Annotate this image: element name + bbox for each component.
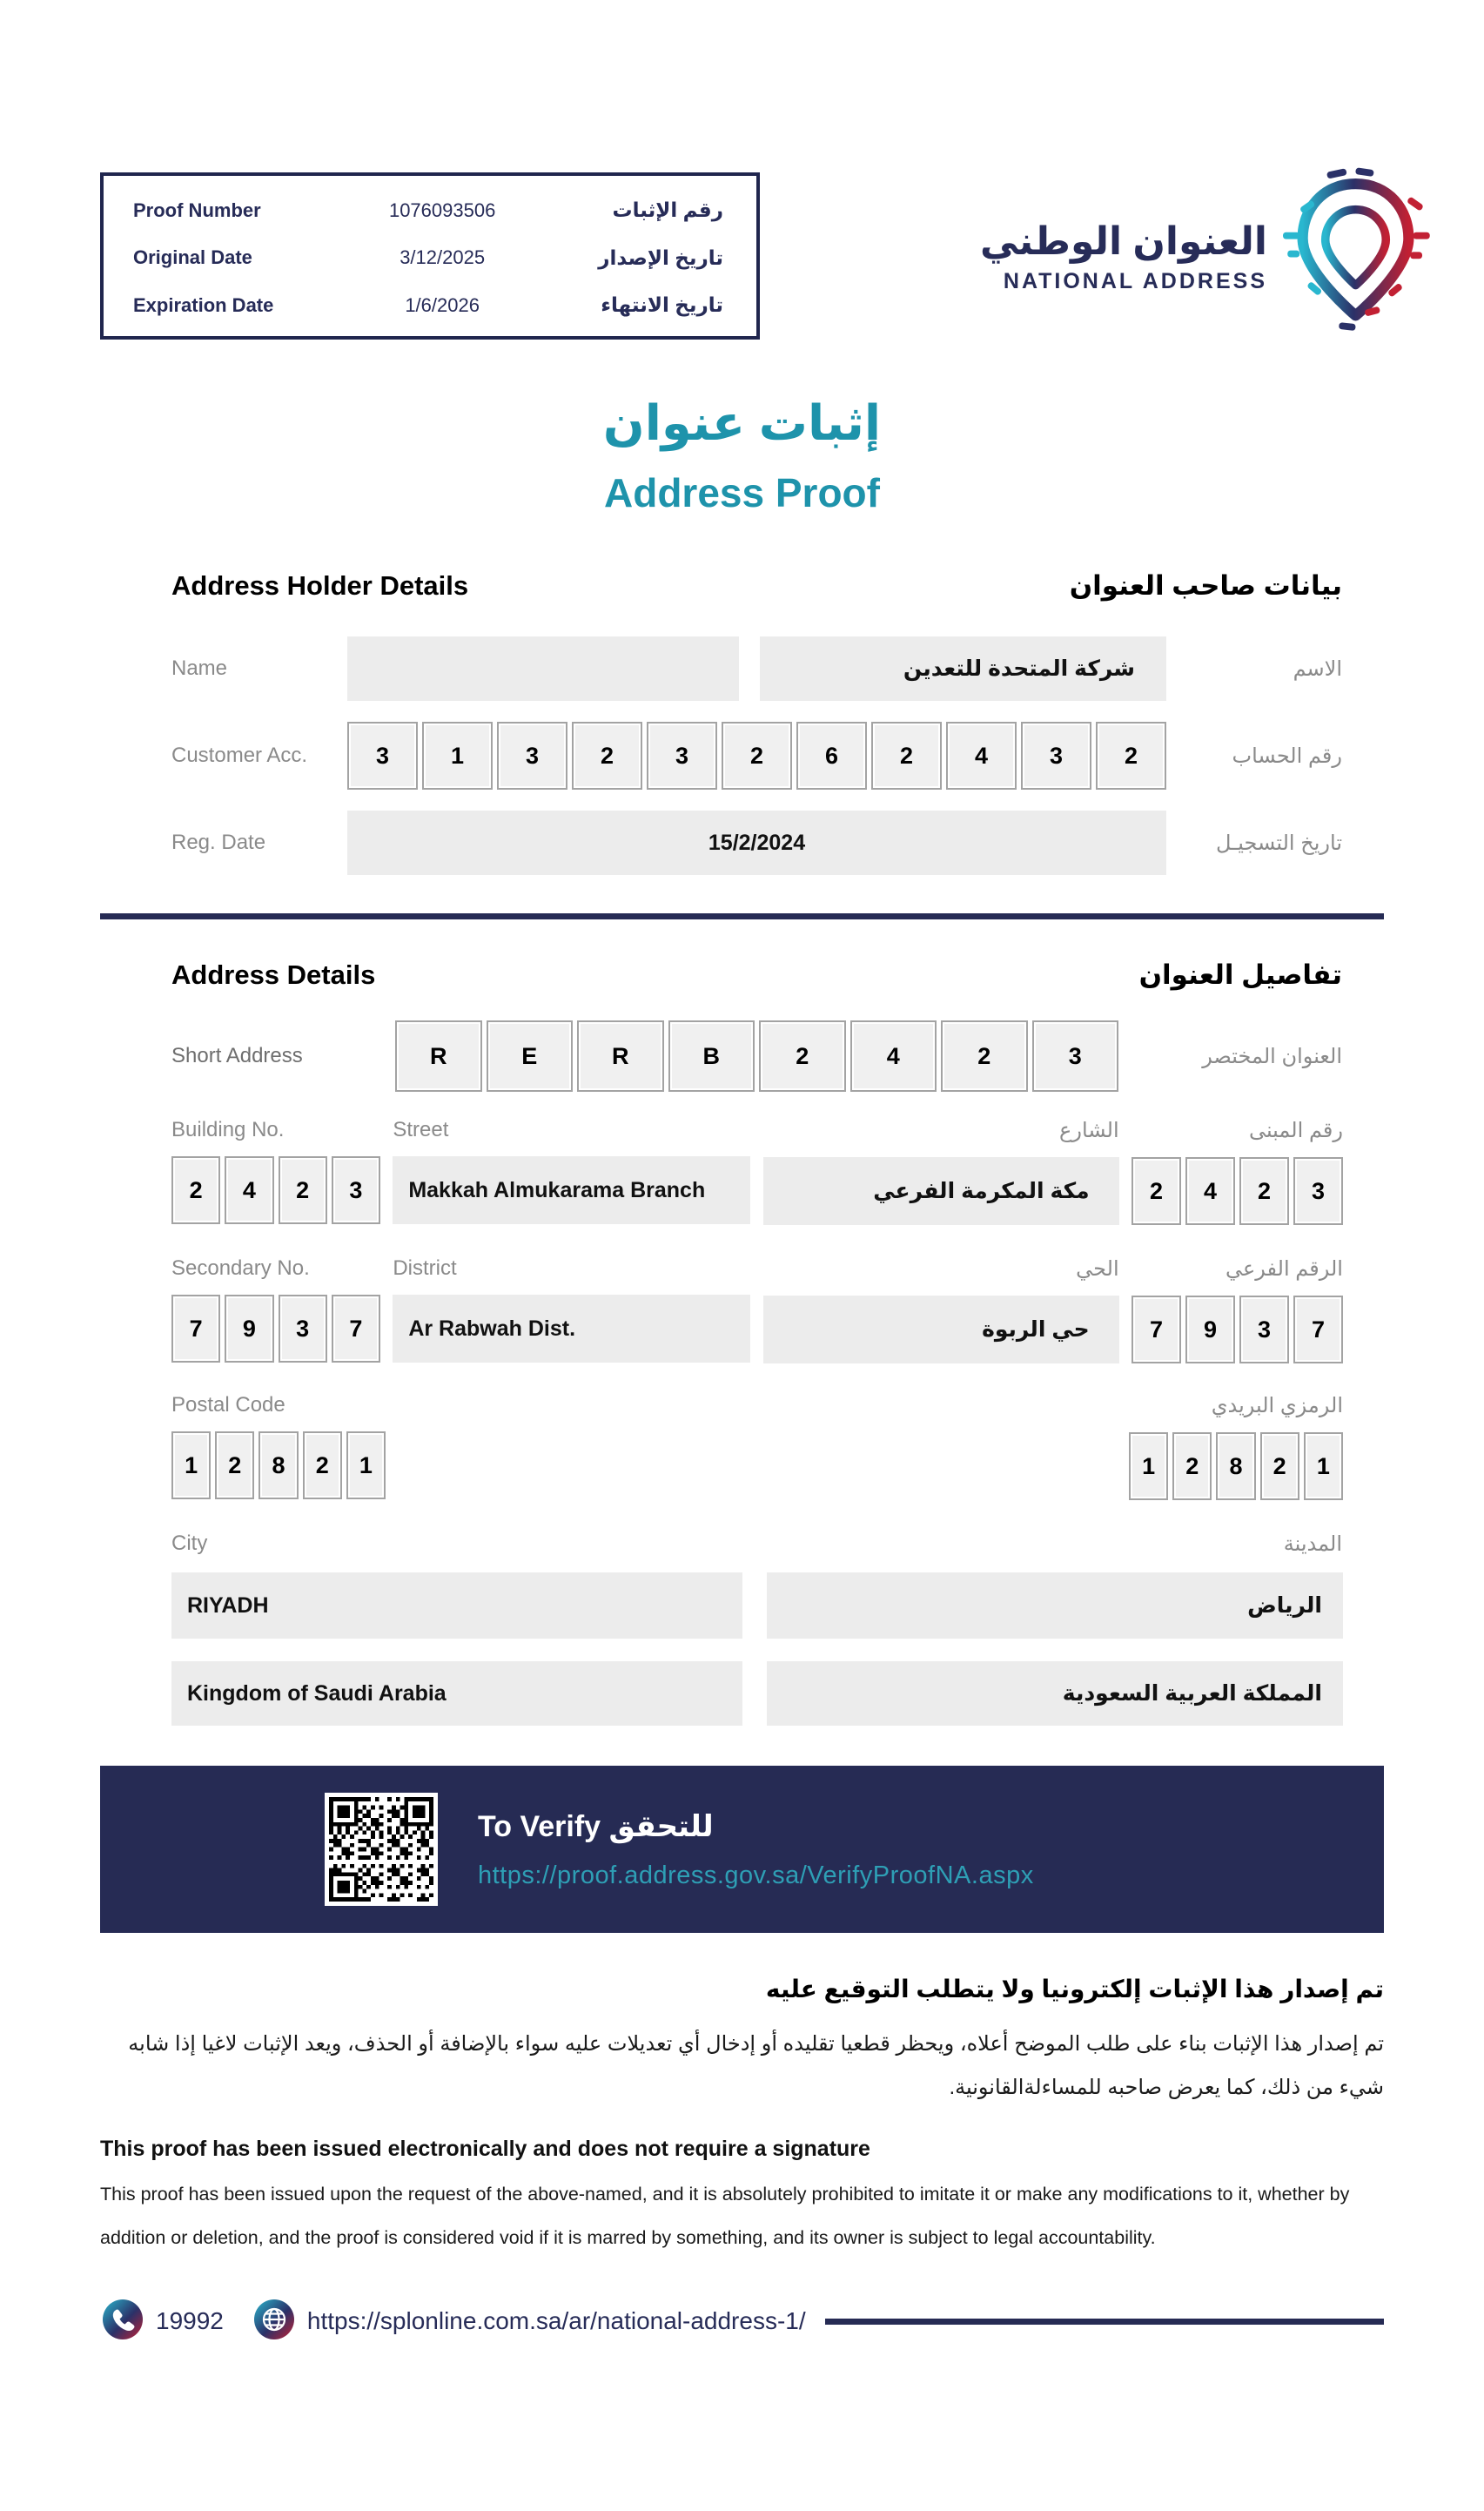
postal-code-row (171, 1393, 1343, 1500)
name-value-ar: شركة المتحدة للتعدين (760, 636, 1167, 701)
digit-cell: 1 (1304, 1432, 1343, 1500)
customer-account-row (171, 722, 1342, 790)
verify-heading (478, 1809, 1034, 1844)
address-section-heading (171, 959, 1342, 991)
verify-heading-ar: للتحقق (608, 1809, 714, 1843)
disclaimer-heading-ar: تم إصدار هذا الإثبات إلكترونيا ولا يتطلب التوقيع عليه (765, 1976, 1384, 2003)
customer-account-label-ar: رقم الحساب (1232, 744, 1342, 768)
digit-cell: 1 (1129, 1432, 1168, 1500)
document-title-arabic: إثبات عنوان (602, 395, 882, 450)
verify-heading-en: To Verify (478, 1809, 601, 1843)
logo-text (980, 219, 1267, 294)
proof-number-value: 1076093506 (388, 199, 496, 221)
digit-cell: 9 (225, 1295, 273, 1363)
document-title-english: Address Proof (604, 470, 880, 515)
postal-code-cells-right (1129, 1432, 1343, 1500)
digit-cell: 7 (171, 1295, 220, 1363)
secondary-no-cells-right (1131, 1296, 1343, 1363)
building-no-cells-left (171, 1156, 380, 1224)
short-address-cell: 2 (941, 1020, 1028, 1092)
digit-cell: 2 (215, 1431, 254, 1499)
country-value-ar: المملكة العربية السعودية (767, 1661, 1343, 1726)
address-heading-ar: تفاصيل العنوان (1138, 959, 1342, 990)
building-no-col-left (171, 1118, 380, 1225)
short-address-cell: 2 (759, 1020, 846, 1092)
proof-number-label: Proof Number (133, 199, 261, 221)
street-col-ar (763, 1118, 1119, 1225)
name-label-ar: الاسم (1293, 656, 1342, 681)
reg-date-label-ar: تاريخ التسجيـل (1216, 831, 1342, 855)
building-no-cells-right (1131, 1157, 1343, 1225)
postal-code-label: Postal Code (171, 1393, 285, 1417)
phone-icon (102, 2299, 144, 2345)
holder-heading-en: Address Holder Details (171, 570, 469, 601)
section-divider (100, 913, 1384, 919)
postal-code-col-left (171, 1393, 386, 1500)
digit-cell: 3 (647, 722, 717, 790)
digit-cell: 2 (1172, 1432, 1212, 1500)
digit-cell: 2 (279, 1156, 327, 1224)
street-label: Street (393, 1118, 449, 1141)
expiration-date-row (133, 293, 723, 317)
reg-date-row (171, 811, 1342, 875)
name-boxes (347, 636, 1166, 701)
name-value-en (347, 636, 739, 701)
postal-code-cells-left (171, 1431, 386, 1499)
original-date-value: 3/12/2025 (400, 246, 486, 268)
short-address-label-ar: العنوان المختصر (1202, 1044, 1342, 1068)
digit-cell: 6 (796, 722, 867, 790)
postal-code-label-ar: الرمزي البريدي (1211, 1394, 1343, 1417)
location-pin-icon (1279, 167, 1432, 346)
street-col-en (393, 1118, 750, 1225)
digit-cell: 3 (497, 722, 567, 790)
digit-cell: 3 (1021, 722, 1091, 790)
country-row (171, 1661, 1343, 1726)
digit-cell: 3 (332, 1156, 380, 1224)
digit-cell: 2 (871, 722, 942, 790)
expiration-date-label: Expiration Date (133, 293, 274, 316)
reg-date-label: Reg. Date (171, 831, 266, 854)
digit-cell: 2 (1096, 722, 1166, 790)
digit-cell: 3 (279, 1295, 327, 1363)
expiration-date-value: 1/6/2026 (405, 293, 480, 316)
secondary-no-label: Secondary No. (171, 1256, 310, 1280)
country-value-en: Kingdom of Saudi Arabia (171, 1661, 742, 1726)
secondary-district-row (171, 1256, 1343, 1363)
digit-cell: 2 (1260, 1432, 1299, 1500)
logo-title-arabic: العنوان الوطني (980, 219, 1267, 263)
building-no-col-right (1131, 1118, 1343, 1225)
district-col-ar (763, 1256, 1119, 1363)
qr-code (325, 1793, 438, 1906)
name-row (171, 636, 1342, 701)
district-label: District (393, 1256, 457, 1280)
customer-account-cells (347, 722, 1166, 790)
street-value-ar: مكة المكرمة الفرعي (763, 1157, 1119, 1225)
district-value-ar: حي الربوة (763, 1296, 1119, 1363)
secondary-no-label-ar: الرقم الفرعي (1225, 1257, 1343, 1281)
city-row (171, 1572, 1343, 1639)
short-address-cell: 4 (850, 1020, 937, 1092)
proof-number-label-ar: رقم الإثبات (612, 199, 723, 221)
disclaimer-body-ar: تم إصدار هذا الإثبات بناء على طلب الموضح أعلاه، ويحظر قطعيا تقليده أو إدخال أي تعديلات عليه سواء بالإضافة أو الحذف، ويعد الإثبات لاغيا إذا شابه شيء من ذلك، كما يعرض صاحبه للمساءلةالقانونية. (128, 2032, 1384, 2100)
holder-section-heading (171, 570, 1342, 602)
support-phone-number: 19992 (156, 2307, 224, 2335)
digit-cell: 1 (346, 1431, 386, 1499)
short-address-cell: R (395, 1020, 482, 1092)
digit-cell: 4 (946, 722, 1017, 790)
digit-cell: 7 (1293, 1296, 1343, 1363)
digit-cell: 2 (1131, 1157, 1181, 1225)
original-date-row (133, 246, 723, 270)
digit-cell: 2 (572, 722, 642, 790)
street-label-ar: الشارع (1059, 1119, 1119, 1142)
document-title (0, 394, 1484, 516)
digit-cell: 2 (303, 1431, 342, 1499)
digit-cell: 4 (225, 1156, 273, 1224)
secondary-no-cells-left (171, 1295, 380, 1363)
verify-text-block (478, 1809, 1034, 1890)
disclaimer-body-en: This proof has been issued upon the request of the above-named, and it is absolutely prohibited to imitate it or make any modifications to it, whether by addition or deletion, and the proof is considered void if it is marred by something, and its owner is subject to legal accountability. (100, 2183, 1350, 2249)
street-value-en: Makkah Almukarama Branch (393, 1156, 750, 1224)
name-label: Name (171, 656, 228, 680)
short-address-cell: B (668, 1020, 755, 1092)
header (100, 172, 1432, 346)
digit-cell: 1 (422, 722, 493, 790)
footer (102, 2299, 1384, 2345)
website-globe-icon (253, 2299, 295, 2345)
secondary-no-col-right (1131, 1256, 1343, 1363)
city-label-ar: المدينة (1283, 1532, 1342, 1556)
original-date-label: Original Date (133, 246, 252, 268)
proof-summary-box (100, 172, 760, 340)
digit-cell: 9 (1185, 1296, 1235, 1363)
verify-banner (100, 1766, 1384, 1933)
building-street-row (171, 1118, 1343, 1225)
verify-url-link[interactable]: https://proof.address.gov.sa/VerifyProofNA.aspx (478, 1861, 1034, 1889)
district-label-ar: الحي (1076, 1257, 1119, 1281)
digit-cell: 3 (1293, 1157, 1343, 1225)
city-value-en: RIYADH (171, 1572, 742, 1639)
short-address-cell: R (577, 1020, 664, 1092)
digit-cell: 2 (171, 1156, 220, 1224)
holder-heading-ar: بيانات صاحب العنوان (1069, 570, 1342, 601)
reg-date-value: 15/2/2024 (347, 811, 1166, 875)
building-no-label-ar: رقم المبنى (1248, 1119, 1343, 1142)
digit-cell: 2 (1239, 1157, 1289, 1225)
city-value-ar: الرياض (767, 1572, 1343, 1639)
digit-cell: 2 (722, 722, 792, 790)
disclaimer-block (100, 1975, 1384, 2260)
digit-cell: 8 (1216, 1432, 1255, 1500)
digit-cell: 3 (347, 722, 418, 790)
digit-cell: 4 (1185, 1157, 1235, 1225)
digit-cell: 8 (259, 1431, 298, 1499)
expiration-date-label-ar: تاريخ الانتهاء (601, 293, 723, 316)
footer-divider-line (825, 2319, 1384, 2325)
short-address-cells (347, 1020, 1166, 1092)
city-label-row (171, 1532, 1342, 1557)
national-address-logo (980, 167, 1432, 346)
secondary-no-col-left (171, 1256, 380, 1363)
city-label: City (171, 1532, 208, 1555)
short-address-row (171, 1020, 1342, 1092)
digit-cell: 1 (171, 1431, 211, 1499)
address-heading-en: Address Details (171, 959, 376, 990)
digit-cell: 3 (1239, 1296, 1289, 1363)
short-address-cell: E (487, 1020, 574, 1092)
postal-code-col-right (1129, 1393, 1343, 1500)
customer-account-label: Customer Acc. (171, 744, 308, 767)
disclaimer-heading-en: This proof has been issued electronically and does not require a signature (100, 2136, 870, 2161)
short-address-cell: 3 (1032, 1020, 1119, 1092)
original-date-label-ar: تاريخ الإصدار (598, 246, 723, 269)
logo-title-english: NATIONAL ADDRESS (1003, 268, 1267, 293)
building-no-label: Building No. (171, 1118, 285, 1141)
district-col-en (393, 1256, 750, 1363)
digit-cell: 7 (1131, 1296, 1181, 1363)
digit-cell: 7 (332, 1295, 380, 1363)
footer-url-link[interactable]: https://splonline.com.sa/ar/national-address-1/ (306, 2307, 806, 2335)
district-value-en: Ar Rabwah Dist. (393, 1295, 750, 1363)
proof-number-row (133, 199, 723, 222)
short-address-label: Short Address (171, 1044, 303, 1067)
